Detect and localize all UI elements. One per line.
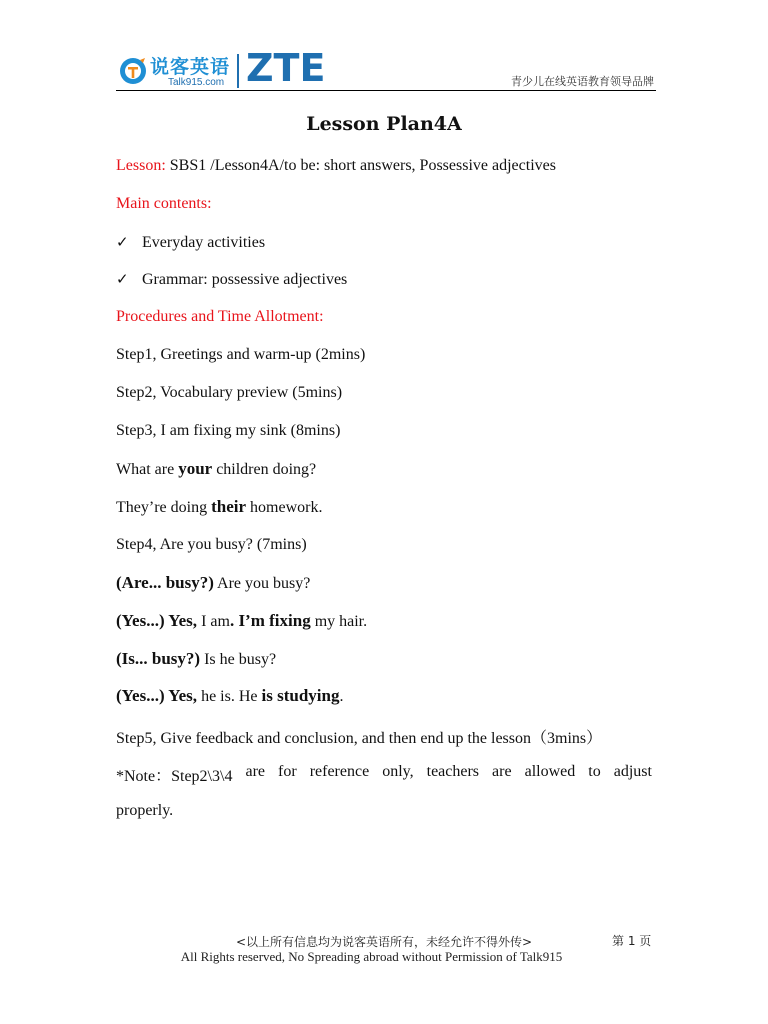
footer-copyright: All Rights reserved, No Spreading abroad without Permission of Talk915: [180, 949, 563, 964]
note-word: are: [245, 763, 265, 780]
example-emphasis: your: [178, 459, 213, 478]
footer-notice-chinese: <以上所有信息均为说客英语所有，未经允许不得外传>: [235, 935, 533, 949]
example-emphasis: (Is... busy?): [116, 649, 201, 668]
header-divider: [116, 90, 656, 91]
example-text: .: [339, 688, 344, 705]
example-text: children doing?: [212, 461, 317, 478]
example-emphasis: is studying: [261, 686, 340, 705]
checklist-item-label: Grammar: possessive adjectives: [142, 271, 348, 288]
note-word: *Note：Step2\3\4: [116, 768, 233, 785]
example-emphasis: (Yes...) Yes,: [116, 611, 198, 630]
note-word: for: [278, 763, 297, 780]
note-word: are: [492, 763, 512, 780]
page-header: [116, 44, 656, 92]
note-line: [116, 763, 652, 786]
logo-website-text: Talk915.com: [168, 77, 225, 88]
note-word: allowed: [524, 763, 576, 780]
checkmark-icon: ✓: [116, 233, 129, 251]
zte-logo-text: ZTE: [246, 46, 326, 90]
lesson-value: SBS1 /Lesson4A/to be: short answers, Possessive adjectives: [169, 157, 556, 174]
example-text: Is he busy?: [200, 651, 277, 668]
example-text: he is. He: [197, 688, 262, 705]
page-title: Lesson Plan4A: [306, 113, 462, 135]
logo-divider: [237, 54, 239, 88]
note-word: reference: [309, 763, 370, 780]
checklist-item-label: Everyday activities: [142, 234, 266, 251]
page-number: 第 1 页: [612, 934, 652, 948]
checkmark-icon: ✓: [116, 270, 129, 288]
checklist-item: [116, 270, 347, 289]
lesson-label: Lesson:: [116, 157, 166, 174]
step-4: Step4, Are you busy? (7mins): [116, 536, 307, 553]
header-slogan: 青少儿在线英语教育领导品牌: [511, 75, 654, 88]
lesson-line: [116, 157, 556, 175]
logo-chinese-text: 说客英语: [150, 56, 231, 78]
note-line-continued: properly.: [116, 802, 174, 819]
example-sentence: [116, 497, 322, 517]
note-word: to: [588, 763, 601, 780]
talk915-zte-logo: [116, 46, 426, 90]
example-text: What are: [116, 461, 179, 478]
note-word: adjust: [613, 763, 652, 780]
note-word: only,: [382, 763, 414, 780]
example-sentence: [116, 611, 367, 631]
example-text: Are you busy?: [213, 575, 311, 592]
step-2: Step2, Vocabulary preview (5mins): [116, 384, 343, 401]
example-sentence: [116, 649, 276, 669]
example-emphasis: (Yes...) Yes,: [116, 686, 198, 705]
example-emphasis: . I’m fixing: [229, 611, 311, 630]
example-sentence: [116, 686, 343, 706]
example-text: homework.: [246, 499, 323, 516]
example-emphasis: (Are... busy?): [116, 573, 214, 592]
example-text: They’re doing: [116, 499, 212, 516]
example-sentence: [116, 459, 316, 479]
example-text: my hair.: [310, 613, 368, 630]
note-word: teachers: [426, 763, 480, 780]
example-sentence: [116, 573, 310, 593]
checklist-item: [116, 233, 265, 252]
main-contents-heading: Main contents:: [116, 195, 212, 212]
talk915-logo-icon: [118, 56, 148, 86]
step-1: Step1, Greetings and warm-up (2mins): [116, 346, 366, 363]
procedures-heading: Procedures and Time Allotment:: [116, 308, 324, 325]
example-emphasis: their: [211, 497, 247, 516]
step-3: Step3, I am fixing my sink (8mins): [116, 422, 341, 439]
example-text: I am: [197, 613, 230, 630]
step-5: Step5, Give feedback and conclusion, and then end up the lesson（3mins）: [116, 730, 603, 747]
